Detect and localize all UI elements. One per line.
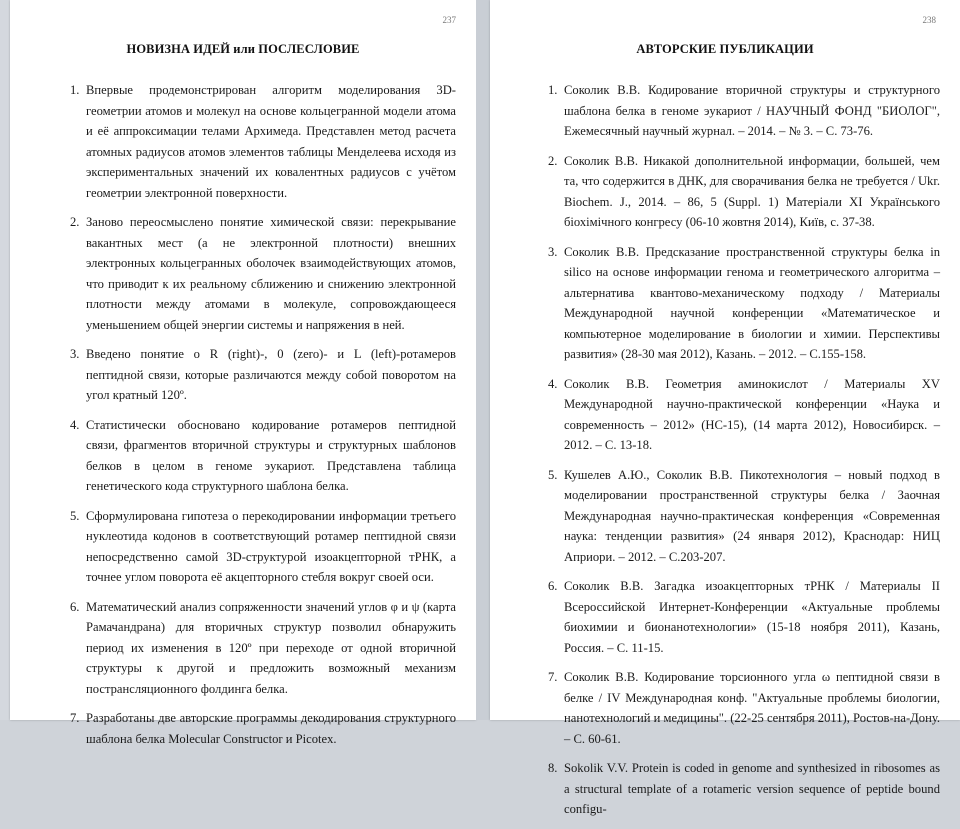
publication-item [548, 374, 940, 456]
list-number: 4. [548, 376, 558, 391]
list-text: Кушелев А.Ю., Соколик В.В. Пикотехнология – новый подход в моделировании пространственной структуры белка / Заочная Международная научно-практическая конференция «Современная наука: тенденции развития» (24 января 2012), Краснодар: НИЦ Априори. – 2012. – С.203-207. [564, 467, 940, 564]
publication-item [548, 465, 940, 568]
left-page [10, 0, 476, 746]
list-number: 6. [70, 599, 80, 614]
novelty-item [70, 344, 456, 406]
list-number: 7. [70, 711, 80, 725]
publications-list [548, 80, 940, 829]
publication-item [548, 242, 940, 365]
list-text: Разработаны две авторские программы декодирования структурного шаблона белка Molecular Constructor и Picotex. [86, 711, 456, 746]
list-number: 1. [548, 83, 558, 97]
list-text: Соколик В.В. Никакой дополнительной информации, большей, чем та, что содержится в ДНК, для сворачивания белка не требуется / Ukr. Biochem. J., 2014. – 86, 5 (Suppl. 1) Матеріали XI Українського біохімічного конгресу (06-10 жовтня 2014), Київ, с. 37-38. [564, 153, 940, 229]
list-text: Соколик В.В. Кодирование вторичной структуры и структурного шаблона белка в геноме эукариот / НАУЧНЫЙ ФОНД "БИОЛОГ", Ежемесячный научный журнал. – 2014. – № 3. – С. 73-76. [564, 83, 940, 138]
publication-item [548, 758, 940, 820]
list-number: 3. [70, 347, 80, 361]
list-text: Соколик В.В. Загадка изоакцепторных тРНК / Материалы II Всероссийской Интернет-Конференции «Актуальные проблемы биохимии и бионанотехнологии» (15-18 ноября 2011), Казань, Россия. – С. 11-15. [564, 579, 940, 655]
list-text: Сформулирована гипотеза о перекодировании информации третьего нуклеотида кодонов в соответствующий ротамер пептидной связи непосредственно самой 3D-структурой изоакцепторной тРНК, а точнее углом поворота её акцепторного стебля вокруг своей оси. [86, 508, 456, 584]
novelty-list [70, 80, 456, 758]
list-number: 4. [70, 417, 80, 432]
list-text: Статистически обосновано кодирование ротамеров пептидной связи, фрагментов вторичной структуры и структурных шаблонов белков в целом в геноме эукариот. Представлена таблица генетического кода структурного шаблона белка. [86, 417, 456, 493]
list-text: Введено понятие о R (right)-, 0 (zero)- и L (left)-ротамеров пептидной связи, которые различаются между собой поворотом на угол кратный 120º. [86, 347, 456, 402]
list-number: 8. [548, 761, 558, 775]
novelty-item [70, 80, 456, 203]
list-number: 5. [548, 467, 558, 482]
novelty-item [70, 506, 456, 588]
publication-item [548, 151, 940, 233]
list-number: 3. [548, 244, 558, 259]
page-number: 237 [442, 15, 456, 25]
list-text: Математический анализ сопряженности значений углов φ и ψ (карта Рамачандрана) для вторичных структур позволил обнаружить период их изменения в 120º при переходе от одной вторичной структуры к другой и предложить возможный механизм пострансляционного фолдинга белка. [86, 599, 456, 696]
publication-item [548, 667, 940, 749]
page-number: 238 [922, 15, 936, 25]
list-number: 5. [70, 508, 80, 523]
right-page [490, 0, 960, 816]
list-number: 7. [548, 670, 558, 684]
list-text: Соколик В.В. Кодирование торсионного угла ω пептидной связи в белке / IV Международная конф. "Актуальные проблемы биологии, нанотехнологий и медицины". (22-25 сентября 2011), Ростов-на-Дону. – С. 60-61. [564, 670, 940, 746]
page-title: АВТОРСКИЕ ПУБЛИКАЦИИ [636, 42, 814, 56]
list-text: Sokolik V.V. Protein is coded in genome and synthesized in ribosomes as a structural template of a rotameric version sequence of peptide bound configu- [564, 761, 940, 816]
novelty-item [70, 708, 456, 749]
list-number: 6. [548, 579, 558, 593]
list-text: Заново переосмыслено понятие химической связи: перекрывание вакантных мест (а не электронной плотности) внешних электронных кольцегранных оболочек взаимодействующих атомов, что приводит к их реальному сближению и снижению электронной плотности между атомами в молекуле, сопровождающееся уменьшением общей энергии системы и напряжения в ней. [86, 215, 456, 332]
list-text: Соколик В.В. Геометрия аминокислот / Материалы XV Международной научно-практической конференции «Наука и современность – 2012» (НС-15), (14 марта 2012), Новосибирск. – 2012. – С. 13-18. [564, 376, 940, 452]
novelty-item [70, 597, 456, 700]
publication-item [548, 576, 940, 658]
publication-item [548, 80, 940, 142]
page-title: НОВИЗНА ИДЕЙ или ПОСЛЕСЛОВИЕ [126, 42, 360, 56]
list-number: 1. [70, 83, 80, 97]
list-number: 2. [548, 153, 558, 168]
list-text: Впервые продемонстрирован алгоритм моделирования 3D-геометрии атомов и молекул на основе кольцегранной модели атома и её аппроксимации телами Архимеда. Представлен метод расчета атомных радиусов атомов элементов таблицы Менделеева исходя из экспериментальных значений их ковалентных радиусов с учётом геометрии электронной поверхности. [86, 83, 456, 200]
novelty-item [70, 415, 456, 497]
list-text: Соколик В.В. Предсказание пространственной структуры белка in silico на основе информации генома и геометрического алгоритма – альтернатива квантово-механическому подходу / Материалы Международной научной конференции «Математическое и компьютерное моделирование в биологии и химии. Перспективы развития» (28-30 мая 2012), Казань. – 2012. – С.155-158. [564, 244, 940, 361]
list-number: 2. [70, 215, 80, 229]
page-gutter [476, 0, 490, 720]
novelty-item [70, 212, 456, 335]
